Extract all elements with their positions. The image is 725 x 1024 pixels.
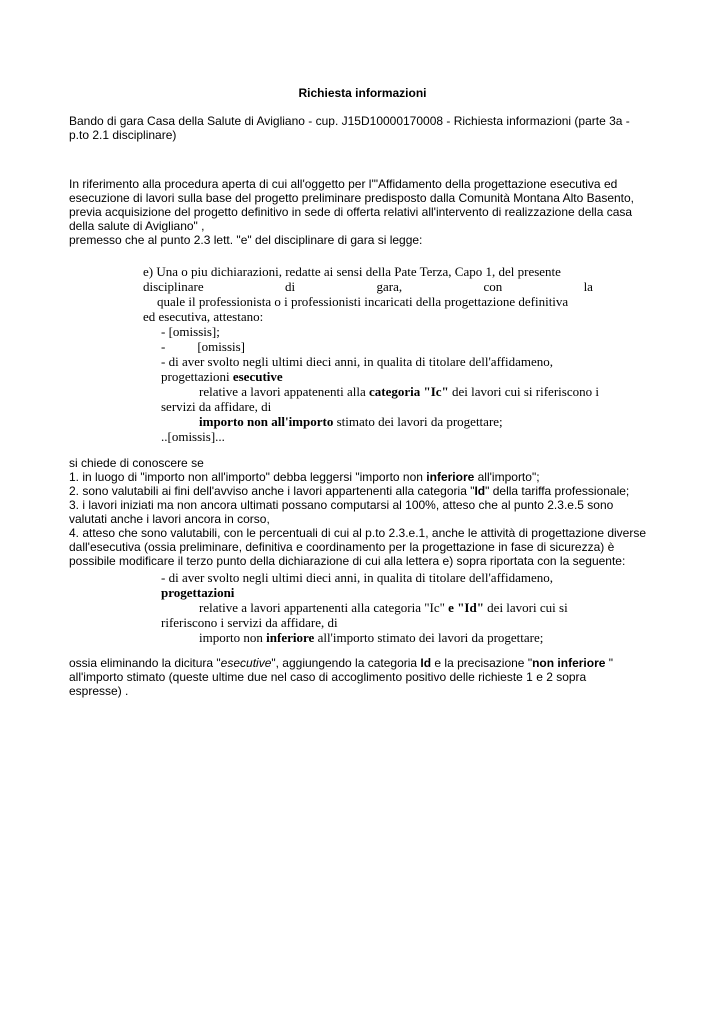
question-bold: Id xyxy=(474,484,486,498)
intro-paragraph xyxy=(69,177,669,247)
conclusion-line: all'importo stimato (queste ultime due nel caso di accoglimento positivo delle richieste 1 e 2 sopra xyxy=(69,670,587,684)
quote-justified-line xyxy=(143,279,593,294)
conclusion-bold: non inferiore xyxy=(532,656,606,670)
proposed-text xyxy=(143,570,593,645)
quote-line xyxy=(143,339,593,354)
quote-line: ed esecutiva, attestano: xyxy=(143,309,264,324)
intro-line: In riferimento alla procedura aperta di cui all'oggetto per l'"Affidamento della progettazione esecutiva ed xyxy=(69,177,618,191)
quote-text: stimato dei lavori da progettare; xyxy=(333,414,503,429)
question-4-cont: possibile modificare il terzo punto della dichiarazione di cui alla lettera e) sopra riportata con la seguente: xyxy=(69,554,626,568)
quote-line: - di aver svolto negli ultimi dieci anni, in qualita di titolare dell'affidameno, xyxy=(161,354,553,369)
question-4-cont: dall'esecutiva (ossia preliminare, definitiva e coordinamento per la progettazione in fase di sicurezza) è xyxy=(69,540,615,554)
proposed-bold: inferiore xyxy=(266,630,315,645)
quote-bold: categoria "Ic" xyxy=(369,384,449,399)
quote-line xyxy=(143,384,599,399)
proposed-line xyxy=(143,600,593,615)
proposed-line: progettazioni xyxy=(161,585,235,600)
quote-line: - [omissis]; xyxy=(161,324,220,339)
question-1 xyxy=(69,470,669,484)
conclusion-text: " xyxy=(605,656,614,670)
question-text: all'importo"; xyxy=(474,470,540,484)
subject-line: p.to 2.1 disciplinare) xyxy=(69,128,177,142)
question-bold: inferiore xyxy=(426,470,475,484)
quote-line xyxy=(143,369,593,384)
questions-intro: si chiede di conoscere se xyxy=(69,456,204,470)
page-title: Richiesta informazioni xyxy=(298,86,427,100)
proposed-text-part: all'importo stimato dei lavori da progettare; xyxy=(314,630,544,645)
question-text: 2. sono valutabili ai fini dell'avviso anche i lavori appartenenti alla categoria " xyxy=(69,484,475,498)
proposed-text-part: relative a lavori appartenenti alla categoria "Ic" xyxy=(199,600,449,615)
quote-text: relative a lavori appatenenti alla xyxy=(199,384,369,399)
conclusion-text: e la precisazione " xyxy=(431,656,533,670)
questions-paragraph xyxy=(69,456,669,568)
proposed-line: riferiscono i servizi da affidare, di xyxy=(161,615,338,630)
conclusion-italic: esecutive xyxy=(220,656,272,670)
quote-omissis: [omissis] xyxy=(197,339,246,354)
quote-word: gara, xyxy=(376,279,403,294)
proposed-line xyxy=(143,630,593,645)
intro-line: della salute di Avigliano" , xyxy=(69,219,205,233)
quote-line xyxy=(143,414,593,429)
proposed-text-part: dei lavori cui si xyxy=(483,600,568,615)
quote-line: quale il professionista o i professionisti incaricati della progettazione definitiva xyxy=(157,294,569,309)
quote-line: servizi da affidare, di xyxy=(161,399,272,414)
conclusion-text: ", aggiungendo la categoria xyxy=(271,656,421,670)
quote-word: con xyxy=(483,279,503,294)
subject-paragraph xyxy=(69,114,669,142)
quote-word: disciplinare xyxy=(143,279,204,294)
intro-line: premesso che al punto 2.3 lett. "e" del disciplinare di gara si legge: xyxy=(69,233,423,247)
question-text: " della tariffa professionale; xyxy=(485,484,630,498)
quote-word: la xyxy=(583,279,593,294)
conclusion-line: espresse) . xyxy=(69,684,129,698)
conclusion-bold: Id xyxy=(420,656,432,670)
proposed-line: - di aver svolto negli ultimi dieci anni, in qualita di titolare dell'affidameno, xyxy=(161,570,553,585)
conclusion-text: ossia eliminando la dicitura " xyxy=(69,656,221,670)
conclusion-line xyxy=(69,656,669,670)
question-text: 1. in luogo di "importo non all'importo" debba leggersi "importo non xyxy=(69,470,427,484)
quote-text: progettazioni xyxy=(161,369,233,384)
quote-line: ..[omissis]... xyxy=(161,429,225,444)
subject-line: Bando di gara Casa della Salute di Avigliano - cup. J15D10000170008 - Richiesta informazioni (parte 3a - xyxy=(69,114,630,128)
question-4: 4. atteso che sono valutabili, con le percentuali di cui al p.to 2.3.e.1, anche le attività di progettazione diverse xyxy=(69,526,647,540)
intro-line: esecuzione di lavori sulla base del progetto preliminare predisposto dalla Comunità Montana Alto Basento, xyxy=(69,191,635,205)
quote-line: e) Una o piu dichiarazioni, redatte ai sensi della Pate Terza, Capo 1, del presente xyxy=(143,264,561,279)
proposed-text-part: importo non xyxy=(199,630,267,645)
conclusion-paragraph xyxy=(69,656,669,698)
intro-line: previa acquisizione del progetto definitivo in sede di offerta relativi all'intervento di realizzazione della casa xyxy=(69,205,633,219)
question-3: 3. i lavori iniziati ma non ancora ultimati possano computarsi al 100%, atteso che al punto 2.3.e.5 sono xyxy=(69,498,614,512)
proposed-bold: e "Id" xyxy=(448,600,484,615)
question-2 xyxy=(69,484,669,498)
question-3-cont: valutati anche i lavori ancora in corso, xyxy=(69,512,270,526)
quote-word: di xyxy=(285,279,296,294)
quote-dash: - xyxy=(161,339,166,354)
quote-bold: esecutive xyxy=(232,369,283,384)
quote-bold: importo non all'importo xyxy=(199,414,334,429)
quoted-excerpt xyxy=(143,264,599,444)
quote-text: dei lavori cui si riferiscono i xyxy=(448,384,599,399)
